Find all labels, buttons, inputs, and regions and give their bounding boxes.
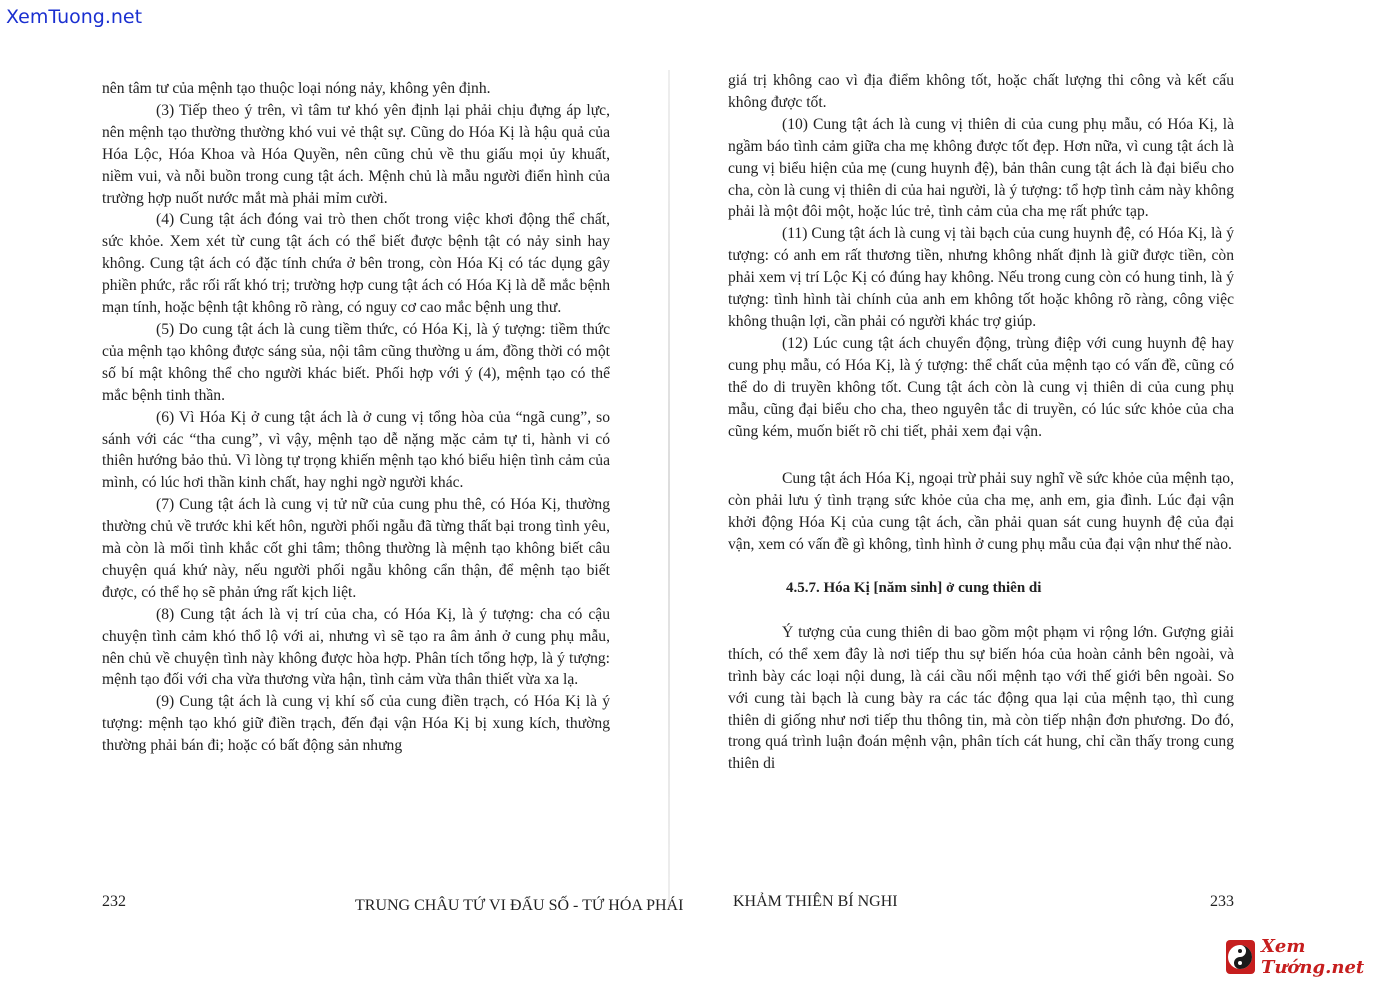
left-paragraph: nên tâm tư của mệnh tạo thuộc loại nóng nảy, không yên định. <box>102 80 491 97</box>
left-paragraph: (7) Cung tật ách là cung vị tử nữ của cung phu thê, có Hóa Kị, thường thường chủ về trước khi kết hôn, người phối ngẫu đã từng thất bại trong tình yêu, mà còn là mối tình khắc cốt ghi tâm; thông thường là mệnh tạo không biết câu chuyện quá khứ này, nếu người phối ngẫu không cẩn thận, để mệnh tạo biết được, có thể họ sẽ phản ứng rất kịch liệt. <box>102 496 610 601</box>
page-number-left: 232 <box>102 893 126 910</box>
left-paragraph: (4) Cung tật ách đóng vai trò then chốt trong việc khơi động thể chất, sức khỏe. Xem xét từ cung tật ách có thể biết được bệnh tật có nảy sinh hay không. Cung tật ách có đặc tính chứa ở bên trong, còn Hóa Kị có tác dụng gây phiền phức, rắc rối rất khó trị; trường hợp cung tật ách có Hóa Kị là dễ mắc bệnh mạn tính, hoặc bệnh tật không rõ ràng, có nguy cơ cao mắc bệnh ung thư. <box>102 211 610 317</box>
running-title-right: KHẢM THIÊN BÍ NGHI <box>733 893 898 910</box>
xemtuong-logo[interactable] <box>1226 936 1392 978</box>
book-gutter <box>668 70 670 910</box>
right-page <box>728 70 1234 775</box>
left-paragraph: (5) Do cung tật ách là cung tiềm thức, có Hóa Kị, là ý tượng: tiềm thức của mệnh tạo không được sáng sủa, nội tâm cũng thường u ám, đồng thời có một số bí mật không thể cho người khác biết. Phối hợp với ý (4), mệnh tạo có thể mắc bệnh tinh thần. <box>102 320 610 404</box>
watermark-xemtuong[interactable]: XemTuong.net <box>6 6 143 28</box>
left-paragraph: (8) Cung tật ách là vị trí của cha, có Hóa Kị, là ý tượng: cha có cậu chuyện tình cảm khó thổ lộ với ai, nhưng vì sẽ tạo ra âm ảnh ở cung phụ mẫu, nên chủ về chuyện tình này không được hòa hợp. Phân tích tổng hợp, là ý tượng: mệnh tạo đối với cha vừa thương vừa hận, tình cảm vừa thân thiết vừa xa lạ. <box>102 605 610 689</box>
right-paragraph: Ý tượng của cung thiên di bao gồm một phạm vi rộng lớn. Gượng giải thích, có thể xem đây là nơi tiếp thu sự biến hóa của hoàn cảnh bên ngoài, và trình bày các loại nội dung, là cái cầu nối mệnh tạo với thế giới bên ngoài. So với cung tài bạch là cung bày ra các tác động qua lại của mệnh tạo, thì cung thiên di giống như nơi tiếp thu thông tin, mà còn tiếp nhận đơn phương. Do đó, trong quá trình luận đoán mệnh vận, phân tích cát hung, chỉ cần thấy trong cung thiên di <box>728 623 1234 773</box>
left-paragraph: (6) Vì Hóa Kị ở cung tật ách là ở cung vị tổng hòa của “ngã cung”, so sánh với các “tha cung”, vì vậy, mệnh tạo dễ nặng mặc cảm tự ti, hành vi có thiên hướng bảo thủ. Vì lòng tự trọng khiến mệnh tạo khó biểu hiện tình cảm của mình, có lúc hơi thần kinh chất, hay nghi ngờ người khác. <box>102 408 610 492</box>
right-paragraph: (10) Cung tật ách là cung vị thiên di của cung phụ mẫu, có Hóa Kị, là ngầm báo tình cảm giữa cha mẹ không được tốt đẹp. Hơn nữa, vì cung tật ách là cung vị biểu hiện của mẹ (cung huynh đệ), bản thân cung tật ách là đại biểu cho cha, còn là cung vị thiên di của hai người, là ý tượng: tổ hợp tình cảm này không phải là một đôi một, hoặc lúc trẻ, tình cảm của cha mẹ rất phức tạp. <box>728 115 1234 221</box>
section-heading: 4.5.7. Hóa Kị [năm sinh] ở cung thiên di <box>786 580 1042 597</box>
right-paragraph: (12) Lúc cung tật ách chuyển động, trùng điệp với cung huynh đệ hay cung phụ mẫu, có Hóa Kị, là ý tượng: thể chất của mệnh tạo có vấn đề, cũng có thể do di truyền không tốt. Cung tật ách còn là cung vị thiên di của cung phụ mẫu, cũng đại biểu cho cha, theo nguyên tắc di truyền, có lúc sức khỏe của cha cũng kém, muốn biết rõ chi tiết, phải xem đại vận. <box>728 334 1234 440</box>
left-paragraph: (3) Tiếp theo ý trên, vì tâm tư khó yên định lại phải chịu đựng áp lực, nên mệnh tạo thường thường khó vui vẻ thật sự. Cũng do Hóa Kị là hậu quả của Hóa Lộc, Hóa Khoa và Hóa Quyền, nên cũng chủ về thu giấu mọi ủy khuất, niềm vui, và nỗi buồn trong cung tật ách. Mệnh chủ là mẫu người điển hình của trường hợp nuốt nước mắt mà phải mỉm cười. <box>102 101 610 207</box>
running-title-left: TRUNG CHÂU TỨ VI ĐẨU SỐ - TỨ HÓA PHÁI <box>355 897 684 914</box>
right-paragraph: giá trị không cao vì địa điểm không tốt, hoặc chất lượng thi công và kết cấu không được tốt. <box>728 72 1234 111</box>
right-paragraph: (11) Cung tật ách là cung vị tài bạch của cung huynh đệ, có Hóa Kị, là ý tượng: có anh em rất thương tiền, nhưng không nhất định là giữ được tiền, còn phải xem vị trí Lộc Kị có đúng hay không. Nếu trong cung còn có hung tinh, là ý tượng: tình hình tài chính của anh em không tốt hoặc không rõ ràng, công việc không thuận lợi, cần phải có người khác trợ giúp. <box>728 225 1234 330</box>
logo-text: Xem Tướng.net <box>1260 936 1365 978</box>
page-number-right: 233 <box>1210 893 1234 910</box>
summary-paragraph: Cung tật ách Hóa Kị, ngoại trừ phải suy nghĩ về sức khỏe của mệnh tạo, còn phải lưu ý tình trạng sức khỏe của cha mẹ, anh em, gia đình. Lúc đại vận khởi động Hóa Kị của cung tật ách, cần phải quan sát cung huynh đệ của đại vận, xem có vấn đề gì không, tình hình ở cung phụ mẫu của đại vận như thế nào. <box>728 470 1234 554</box>
left-page <box>102 78 610 757</box>
left-paragraph: (9) Cung tật ách là cung vị khí số của cung điền trạch, có Hóa Kị là ý tượng: mệnh tạo khó giữ điền trạch, đến đại vận Hóa Kị bị xung kích, thường thường phải bán đi; hoặc có bất động sản nhưng <box>102 693 610 755</box>
yin-yang-icon <box>1226 940 1255 974</box>
